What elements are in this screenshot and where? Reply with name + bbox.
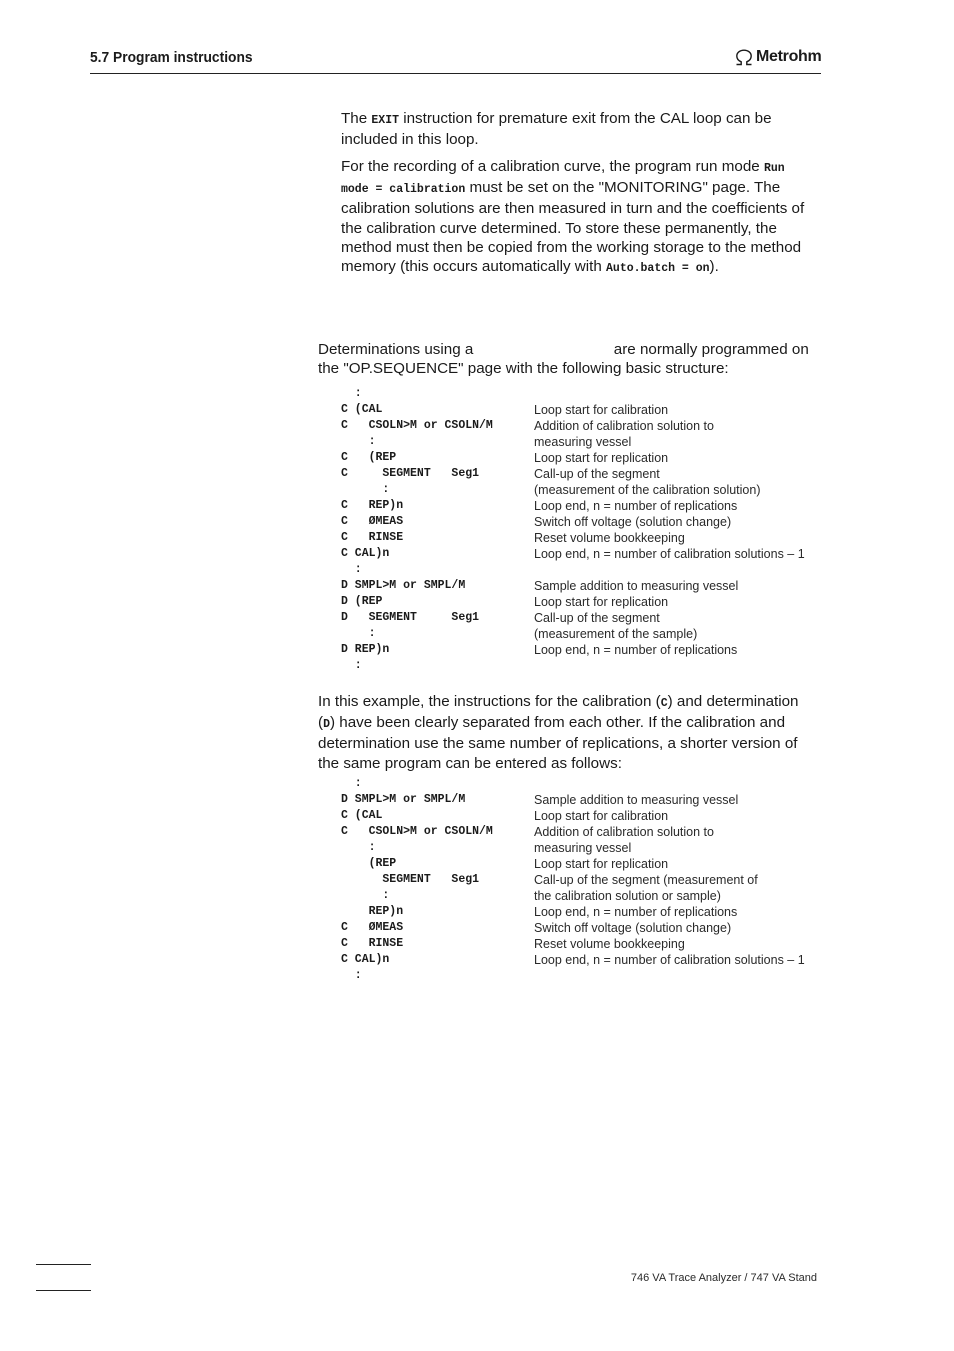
- instruction-description: Call-up of the segment: [534, 467, 660, 481]
- instruction-code: C CAL)n: [341, 547, 390, 560]
- instruction-description: (measurement of the sample): [534, 627, 698, 641]
- instruction-description: (measurement of the calibration solution): [534, 483, 761, 497]
- instruction-code: C (CAL: [341, 809, 383, 822]
- instruction-code: (REP: [341, 857, 397, 870]
- instruction-description: Loop end, n = number of replications: [534, 905, 738, 919]
- instruction-code: C (REP: [341, 451, 397, 464]
- instruction-description: Switch off voltage (solution change): [534, 515, 732, 529]
- instruction-code: C REP)n: [341, 499, 404, 512]
- text: must be set on the "MONITORING" page. The calibration solutions are then measured in turn and the coefficients of the calibration curve determined. To store these permanently, the method must then be copied from the working storage to the method memory (this occurs automatically with: [341, 179, 805, 276]
- instruction-code: :: [341, 889, 390, 902]
- instruction-description: Call-up of the segment (measurement of: [534, 873, 758, 887]
- instruction-description: Loop end, n = number of replications: [534, 643, 738, 657]
- logo-wordmark: Metrohm: [756, 48, 822, 65]
- instruction-description: Sample addition to measuring vessel: [534, 579, 739, 593]
- text: ).: [709, 258, 719, 276]
- instruction-code: C RINSE: [341, 531, 404, 544]
- paragraph-determinations: [318, 340, 821, 378]
- instruction-code: C RINSE: [341, 937, 404, 950]
- metrohm-logo: [734, 48, 821, 66]
- footer-text: 746 VA Trace Analyzer / 747 VA Stand: [630, 1272, 817, 1284]
- code-d: D: [323, 718, 330, 732]
- instruction-code: C CAL)n: [341, 953, 390, 966]
- header-divider: [90, 73, 821, 74]
- instruction-code: :: [341, 435, 376, 448]
- text: Determinations using a: [318, 341, 478, 358]
- code-auto-batch: Auto.batch = on: [606, 262, 710, 276]
- paragraph-calibration-mode: [341, 157, 819, 278]
- instruction-description: Loop start for calibration: [534, 403, 669, 417]
- instruction-code: D (REP: [341, 595, 383, 608]
- instruction-description: Loop start for replication: [534, 857, 669, 871]
- instruction-code: :: [341, 841, 376, 854]
- paragraph-example: [318, 692, 818, 773]
- instruction-code: SEGMENT Seg1: [341, 873, 480, 886]
- instruction-code: C (CAL: [341, 403, 383, 416]
- instruction-code: D REP)n: [341, 643, 390, 656]
- instruction-code: C SEGMENT Seg1: [341, 467, 480, 480]
- instruction-code: C ØMEAS: [341, 515, 404, 528]
- instruction-description: Switch off voltage (solution change): [534, 921, 732, 935]
- instruction-code: D SMPL>M or SMPL/M: [341, 793, 466, 806]
- instruction-description: Call-up of the segment: [534, 611, 660, 625]
- instruction-description: Loop start for replication: [534, 451, 669, 465]
- text: ) and determination (: [318, 693, 799, 732]
- instruction-code: REP)n: [341, 905, 404, 918]
- instruction-description: measuring vessel: [534, 841, 632, 855]
- instruction-description: Addition of calibration solution to: [534, 825, 714, 839]
- instruction-description: Loop start for calibration: [534, 809, 669, 823]
- instruction-description: the calibration solution or sample): [534, 889, 721, 903]
- text: In this example, the instructions for the calibration (: [318, 693, 661, 710]
- text: For the recording of a calibration curve, the program run mode: [341, 158, 764, 175]
- instruction-description: Loop end, n = number of replications: [534, 499, 738, 513]
- omega-icon: [734, 49, 754, 66]
- instruction-code: :: [341, 627, 376, 640]
- code-c: C: [660, 697, 668, 710]
- instruction-description: Reset volume bookkeeping: [534, 937, 685, 951]
- instruction-code: :: [341, 483, 390, 496]
- instruction-code: :: [341, 777, 362, 790]
- code-exit: EXIT: [371, 114, 399, 127]
- code-run-mode: Run mode = calibration: [341, 162, 785, 197]
- instruction-description: Loop start for replication: [534, 595, 669, 609]
- instruction-code: D SEGMENT Seg1: [341, 611, 480, 624]
- instruction-description: Sample addition to measuring vessel: [534, 793, 739, 807]
- text: are normally programmed on the "OP.SEQUENCE" page with the following basic structure:: [318, 341, 809, 378]
- instruction-description: Loop end, n = number of calibration solutions – 1: [534, 953, 805, 967]
- instruction-description: Addition of calibration solution to: [534, 419, 714, 433]
- section-heading: 5.7 Program instructions: [90, 49, 253, 66]
- instruction-code: :: [341, 563, 362, 576]
- footer-rule-bottom: [36, 1290, 91, 1291]
- instruction-description: Reset volume bookkeeping: [534, 531, 685, 545]
- instruction-code: :: [341, 659, 362, 672]
- instruction-code: :: [341, 969, 362, 982]
- text: instruction for premature exit from the CAL loop can be included in this loop.: [341, 110, 772, 149]
- instruction-description: measuring vessel: [534, 435, 632, 449]
- instruction-code: C ØMEAS: [341, 921, 404, 934]
- text: ) have been clearly separated from each other. If the calibration and determination use the same number of replications, a shorter version of the same program can be entered as follows:: [318, 714, 798, 772]
- paragraph-exit: [341, 109, 821, 149]
- instruction-description: Loop end, n = number of calibration solutions – 1: [534, 547, 805, 561]
- instruction-code: C CSOLN>M or CSOLN/M: [341, 419, 493, 432]
- text: The: [341, 110, 372, 127]
- instruction-code: :: [341, 387, 362, 400]
- instruction-code: C CSOLN>M or CSOLN/M: [341, 825, 493, 838]
- instruction-code: D SMPL>M or SMPL/M: [341, 579, 466, 592]
- footer-rule-top: [36, 1264, 91, 1265]
